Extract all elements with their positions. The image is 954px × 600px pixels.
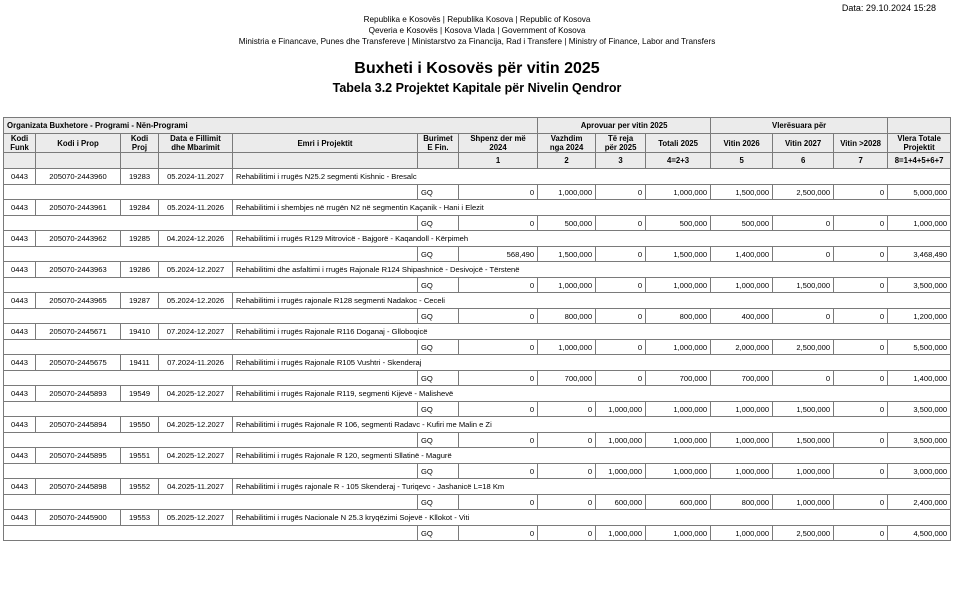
total-value: 1,000,000 xyxy=(888,216,951,231)
index-cell: 6 xyxy=(773,153,834,169)
col-project-name: Emri i Projektit xyxy=(233,134,418,153)
project-values-row xyxy=(4,526,951,541)
new-value: 0 xyxy=(596,185,646,200)
empty-cell xyxy=(4,433,418,448)
continued-value: 1,500,000 xyxy=(538,247,596,262)
col-total-2025: Totali 2025 xyxy=(646,134,711,153)
year-2027-value: 0 xyxy=(773,247,834,262)
proj-code: 19286 xyxy=(121,262,159,278)
total-2025-value: 1,000,000 xyxy=(646,433,711,448)
project-name: Rehabilitimi i rrugës Rajonale R119, segmenti Kijevë - Malishevë xyxy=(233,386,951,402)
total-2025-value: 1,500,000 xyxy=(646,247,711,262)
project-name: Rehabilitimi i rrugës Rajonale R105 Vushtri - Skenderaj xyxy=(233,355,951,371)
project-dates: 04.2025-12.2027 xyxy=(159,386,233,402)
funding-source: GQ xyxy=(418,433,459,448)
funk-code: 0443 xyxy=(4,386,36,402)
new-value: 1,000,000 xyxy=(596,433,646,448)
proj-code: 19283 xyxy=(121,169,159,185)
funk-code: 0443 xyxy=(4,355,36,371)
year-2028-value: 0 xyxy=(834,371,888,386)
header-line-3: Ministria e Financave, Punes dhe Transfereve | Ministarstvo za Financija, Rad i Transfere | Ministry of Finance, Labor and Transfers xyxy=(238,37,716,46)
capital-projects-table xyxy=(3,117,951,541)
funding-source: GQ xyxy=(418,464,459,479)
funding-source: GQ xyxy=(418,402,459,417)
total-2025-value: 1,000,000 xyxy=(646,526,711,541)
year-2028-value: 0 xyxy=(834,340,888,355)
group-estimated-header: Vlerësuara për xyxy=(711,118,888,134)
total-value: 4,500,000 xyxy=(888,526,951,541)
year-2026-value: 500,000 xyxy=(711,216,773,231)
total-value: 2,400,000 xyxy=(888,495,951,510)
proj-code: 19549 xyxy=(121,386,159,402)
year-2026-value: 400,000 xyxy=(711,309,773,324)
project-row xyxy=(4,448,951,464)
new-value: 0 xyxy=(596,309,646,324)
project-dates: 04.2025-12.2027 xyxy=(159,417,233,433)
continued-value: 500,000 xyxy=(538,216,596,231)
spent-value: 0 xyxy=(459,371,538,386)
total-2025-value: 1,000,000 xyxy=(646,402,711,417)
prop-code: 205070-2443963 xyxy=(36,262,121,278)
year-2027-value: 2,500,000 xyxy=(773,526,834,541)
total-value: 3,000,000 xyxy=(888,464,951,479)
spent-value: 0 xyxy=(459,464,538,479)
year-2026-value: 1,000,000 xyxy=(711,278,773,293)
col-dates: Data e Fillimit dhe Mbarimit xyxy=(159,134,233,153)
funk-code: 0443 xyxy=(4,324,36,340)
year-2026-value: 1,000,000 xyxy=(711,402,773,417)
project-name: Rehabilitimi i rrugës rajonale R128 segmenti Nadakoc - Ceceli xyxy=(233,293,951,309)
total-2025-value: 800,000 xyxy=(646,309,711,324)
year-2028-value: 0 xyxy=(834,402,888,417)
continued-value: 0 xyxy=(538,495,596,510)
index-cell: 7 xyxy=(834,153,888,169)
new-value: 0 xyxy=(596,216,646,231)
new-value: 0 xyxy=(596,247,646,262)
spent-value: 0 xyxy=(459,402,538,417)
project-row xyxy=(4,324,951,340)
col-spent: Shpenz der më 2024 xyxy=(459,134,538,153)
proj-code: 19553 xyxy=(121,510,159,526)
total-2025-value: 500,000 xyxy=(646,216,711,231)
total-value: 3,500,000 xyxy=(888,433,951,448)
col-new: Të reja për 2025 xyxy=(596,134,646,153)
index-cell: 1 xyxy=(459,153,538,169)
total-value: 1,200,000 xyxy=(888,309,951,324)
project-values-row xyxy=(4,278,951,293)
project-row xyxy=(4,479,951,495)
funk-code: 0443 xyxy=(4,293,36,309)
table-body xyxy=(4,169,951,541)
project-dates: 05.2024-11.2026 xyxy=(159,200,233,216)
prop-code: 205070-2443965 xyxy=(36,293,121,309)
project-row xyxy=(4,386,951,402)
index-cell: 8=1+4+5+6+7 xyxy=(888,153,951,169)
year-2026-value: 1,000,000 xyxy=(711,464,773,479)
page-title: Buxheti i Kosovës për vitin 2025 xyxy=(354,60,600,77)
year-2026-value: 1,500,000 xyxy=(711,185,773,200)
new-value: 0 xyxy=(596,340,646,355)
prop-code: 205070-2445895 xyxy=(36,448,121,464)
project-values-row xyxy=(4,433,951,448)
total-2025-value: 1,000,000 xyxy=(646,340,711,355)
year-2027-value: 2,500,000 xyxy=(773,185,834,200)
group-org-header: Organizata Buxhetore - Programi - Nën-Programi xyxy=(4,118,538,134)
header-line-1: Republika e Kosovës | Republika Kosova | Republic of Kosova xyxy=(363,15,591,24)
proj-code: 19410 xyxy=(121,324,159,340)
spent-value: 0 xyxy=(459,185,538,200)
continued-value: 1,000,000 xyxy=(538,278,596,293)
funk-code: 0443 xyxy=(4,479,36,495)
proj-code: 19284 xyxy=(121,200,159,216)
spent-value: 0 xyxy=(459,526,538,541)
empty-cell xyxy=(4,340,418,355)
total-value: 5,000,000 xyxy=(888,185,951,200)
empty-cell xyxy=(4,216,418,231)
project-name: Rehabilitimi i rrugës rajonale R - 105 Skenderaj - Turiqevc - Jashanicë L=18 Km xyxy=(233,479,951,495)
continued-value: 0 xyxy=(538,402,596,417)
index-cell: 5 xyxy=(711,153,773,169)
year-2027-value: 1,500,000 xyxy=(773,433,834,448)
total-2025-value: 1,000,000 xyxy=(646,464,711,479)
year-2028-value: 0 xyxy=(834,278,888,293)
col-source: Burimet E Fin. xyxy=(418,134,459,153)
year-2028-value: 0 xyxy=(834,433,888,448)
spent-value: 0 xyxy=(459,216,538,231)
project-dates: 07.2024-12.2027 xyxy=(159,324,233,340)
project-row xyxy=(4,355,951,371)
col-kodi-funk: Kodi Funk xyxy=(4,134,36,153)
total-2025-value: 1,000,000 xyxy=(646,185,711,200)
print-date: Data: 29.10.2024 15:28 xyxy=(841,3,936,13)
funding-source: GQ xyxy=(418,247,459,262)
blank-header-cell xyxy=(888,118,951,134)
project-name: Rehabilitimi i rrugës Rajonale R 106, segmenti Radavc - Kufiri me Malin e Zi xyxy=(233,417,951,433)
year-2026-value: 800,000 xyxy=(711,495,773,510)
project-name: Rehabilitimi i rrugës R129 Mitrovicë - Bajgorë - Kaqandoll - Kërpimeh xyxy=(233,231,951,247)
col-continued: Vazhdim nga 2024 xyxy=(538,134,596,153)
new-value: 1,000,000 xyxy=(596,464,646,479)
spent-value: 0 xyxy=(459,309,538,324)
proj-code: 19411 xyxy=(121,355,159,371)
page-subtitle: Tabela 3.2 Projektet Kapitale për Nivelin Qendror xyxy=(332,81,622,95)
year-2026-value: 1,400,000 xyxy=(711,247,773,262)
funding-source: GQ xyxy=(418,278,459,293)
empty-cell xyxy=(4,464,418,479)
total-value: 5,500,000 xyxy=(888,340,951,355)
proj-code: 19287 xyxy=(121,293,159,309)
col-year-2026: Vitin 2026 xyxy=(711,134,773,153)
total-value: 1,400,000 xyxy=(888,371,951,386)
project-dates: 07.2024-11.2026 xyxy=(159,355,233,371)
total-2025-value: 700,000 xyxy=(646,371,711,386)
total-value: 3,500,000 xyxy=(888,278,951,293)
year-2028-value: 0 xyxy=(834,216,888,231)
project-row xyxy=(4,510,951,526)
continued-value: 0 xyxy=(538,526,596,541)
project-row xyxy=(4,293,951,309)
funk-code: 0443 xyxy=(4,231,36,247)
year-2027-value: 0 xyxy=(773,309,834,324)
total-value: 3,500,000 xyxy=(888,402,951,417)
prop-code: 205070-2445894 xyxy=(36,417,121,433)
project-values-row xyxy=(4,309,951,324)
project-dates: 05.2024-12.2026 xyxy=(159,293,233,309)
funk-code: 0443 xyxy=(4,510,36,526)
project-values-row xyxy=(4,216,951,231)
continued-value: 1,000,000 xyxy=(538,185,596,200)
col-kodi-prop: Kodi i Prop xyxy=(36,134,121,153)
continued-value: 800,000 xyxy=(538,309,596,324)
year-2027-value: 0 xyxy=(773,216,834,231)
new-value: 1,000,000 xyxy=(596,526,646,541)
project-dates: 04.2025-12.2027 xyxy=(159,448,233,464)
year-2027-value: 0 xyxy=(773,371,834,386)
project-values-row xyxy=(4,340,951,355)
year-2028-value: 0 xyxy=(834,495,888,510)
year-2028-value: 0 xyxy=(834,464,888,479)
spent-value: 568,490 xyxy=(459,247,538,262)
funding-source: GQ xyxy=(418,495,459,510)
prop-code: 205070-2445675 xyxy=(36,355,121,371)
project-name: Rehabilitimi i shembjes në rrugën N2 në segmentin Kaçanik - Hani i Elezit xyxy=(233,200,951,216)
project-row xyxy=(4,200,951,216)
project-row xyxy=(4,169,951,185)
total-value: 3,468,490 xyxy=(888,247,951,262)
prop-code: 205070-2443960 xyxy=(36,169,121,185)
year-2027-value: 2,500,000 xyxy=(773,340,834,355)
funk-code: 0443 xyxy=(4,448,36,464)
project-dates: 05.2024-12.2027 xyxy=(159,262,233,278)
project-name: Rehabilitimi i rrugës Rajonale R 120, segmenti Sllatinë - Magurë xyxy=(233,448,951,464)
project-name: Rehabilitimi i rrugës Nacionale N 25.3 kryqëzimi Sojevë - Kllokot - Viti xyxy=(233,510,951,526)
year-2028-value: 0 xyxy=(834,309,888,324)
proj-code: 19550 xyxy=(121,417,159,433)
year-2026-value: 1,000,000 xyxy=(711,433,773,448)
prop-code: 205070-2445900 xyxy=(36,510,121,526)
project-dates: 04.2025-11.2027 xyxy=(159,479,233,495)
proj-code: 19552 xyxy=(121,479,159,495)
new-value: 0 xyxy=(596,278,646,293)
project-name: Rehabilitimi i rrugës Rajonale R116 Doganaj - Glloboqicë xyxy=(233,324,951,340)
year-2027-value: 1,500,000 xyxy=(773,402,834,417)
prop-code: 205070-2443961 xyxy=(36,200,121,216)
continued-value: 1,000,000 xyxy=(538,340,596,355)
funding-source: GQ xyxy=(418,371,459,386)
new-value: 0 xyxy=(596,371,646,386)
spent-value: 0 xyxy=(459,278,538,293)
total-2025-value: 1,000,000 xyxy=(646,278,711,293)
year-2026-value: 1,000,000 xyxy=(711,526,773,541)
index-cell: 2 xyxy=(538,153,596,169)
project-row xyxy=(4,417,951,433)
project-values-row xyxy=(4,371,951,386)
funding-source: GQ xyxy=(418,526,459,541)
col-total-value: Vlera Totale Projektit xyxy=(888,134,951,153)
year-2027-value: 1,000,000 xyxy=(773,464,834,479)
new-value: 600,000 xyxy=(596,495,646,510)
prop-code: 205070-2445898 xyxy=(36,479,121,495)
year-2027-value: 1,000,000 xyxy=(773,495,834,510)
proj-code: 19551 xyxy=(121,448,159,464)
new-value: 1,000,000 xyxy=(596,402,646,417)
proj-code: 19285 xyxy=(121,231,159,247)
prop-code: 205070-2445893 xyxy=(36,386,121,402)
prop-code: 205070-2445671 xyxy=(36,324,121,340)
empty-cell xyxy=(4,402,418,417)
funk-code: 0443 xyxy=(4,262,36,278)
project-name: Rehabilitimi i rrugës N25.2 segmenti Kishnic - Bresalc xyxy=(233,169,951,185)
continued-value: 0 xyxy=(538,464,596,479)
project-dates: 05.2025-12.2027 xyxy=(159,510,233,526)
project-values-row xyxy=(4,185,951,200)
funk-code: 0443 xyxy=(4,200,36,216)
spent-value: 0 xyxy=(459,495,538,510)
empty-cell xyxy=(4,526,418,541)
continued-value: 0 xyxy=(538,433,596,448)
year-2028-value: 0 xyxy=(834,185,888,200)
funding-source: GQ xyxy=(418,340,459,355)
project-row xyxy=(4,262,951,278)
funding-source: GQ xyxy=(418,185,459,200)
total-2025-value: 600,000 xyxy=(646,495,711,510)
project-dates: 04.2024-12.2026 xyxy=(159,231,233,247)
group-approved-header: Aprovuar per vitin 2025 xyxy=(538,118,711,134)
header-line-2: Qeveria e Kosovës | Kosova Vlada | Government of Kosova xyxy=(368,26,586,35)
project-dates: 05.2024-11.2027 xyxy=(159,169,233,185)
empty-cell xyxy=(4,309,418,324)
col-year-2028: Vitin >2028 xyxy=(834,134,888,153)
year-2028-value: 0 xyxy=(834,526,888,541)
empty-cell xyxy=(4,278,418,293)
empty-cell xyxy=(4,371,418,386)
col-year-2027: Vitin 2027 xyxy=(773,134,834,153)
continued-value: 700,000 xyxy=(538,371,596,386)
empty-cell xyxy=(4,247,418,262)
empty-cell xyxy=(4,495,418,510)
empty-cell xyxy=(4,185,418,200)
project-values-row xyxy=(4,464,951,479)
year-2028-value: 0 xyxy=(834,247,888,262)
funding-source: GQ xyxy=(418,309,459,324)
funding-source: GQ xyxy=(418,216,459,231)
project-row xyxy=(4,231,951,247)
project-values-row xyxy=(4,402,951,417)
funk-code: 0443 xyxy=(4,169,36,185)
index-cell: 4=2+3 xyxy=(646,153,711,169)
project-values-row xyxy=(4,495,951,510)
year-2026-value: 2,000,000 xyxy=(711,340,773,355)
year-2026-value: 700,000 xyxy=(711,371,773,386)
col-kodi-proj: Kodi Proj xyxy=(121,134,159,153)
spent-value: 0 xyxy=(459,340,538,355)
project-values-row xyxy=(4,247,951,262)
year-2027-value: 1,500,000 xyxy=(773,278,834,293)
spent-value: 0 xyxy=(459,433,538,448)
prop-code: 205070-2443962 xyxy=(36,231,121,247)
funk-code: 0443 xyxy=(4,417,36,433)
index-cell: 3 xyxy=(596,153,646,169)
project-name: Rehabilitimi dhe asfaltimi i rrugës Rajonale R124 Shipashnicë - Desivojcë - Tërstenë xyxy=(233,262,951,278)
